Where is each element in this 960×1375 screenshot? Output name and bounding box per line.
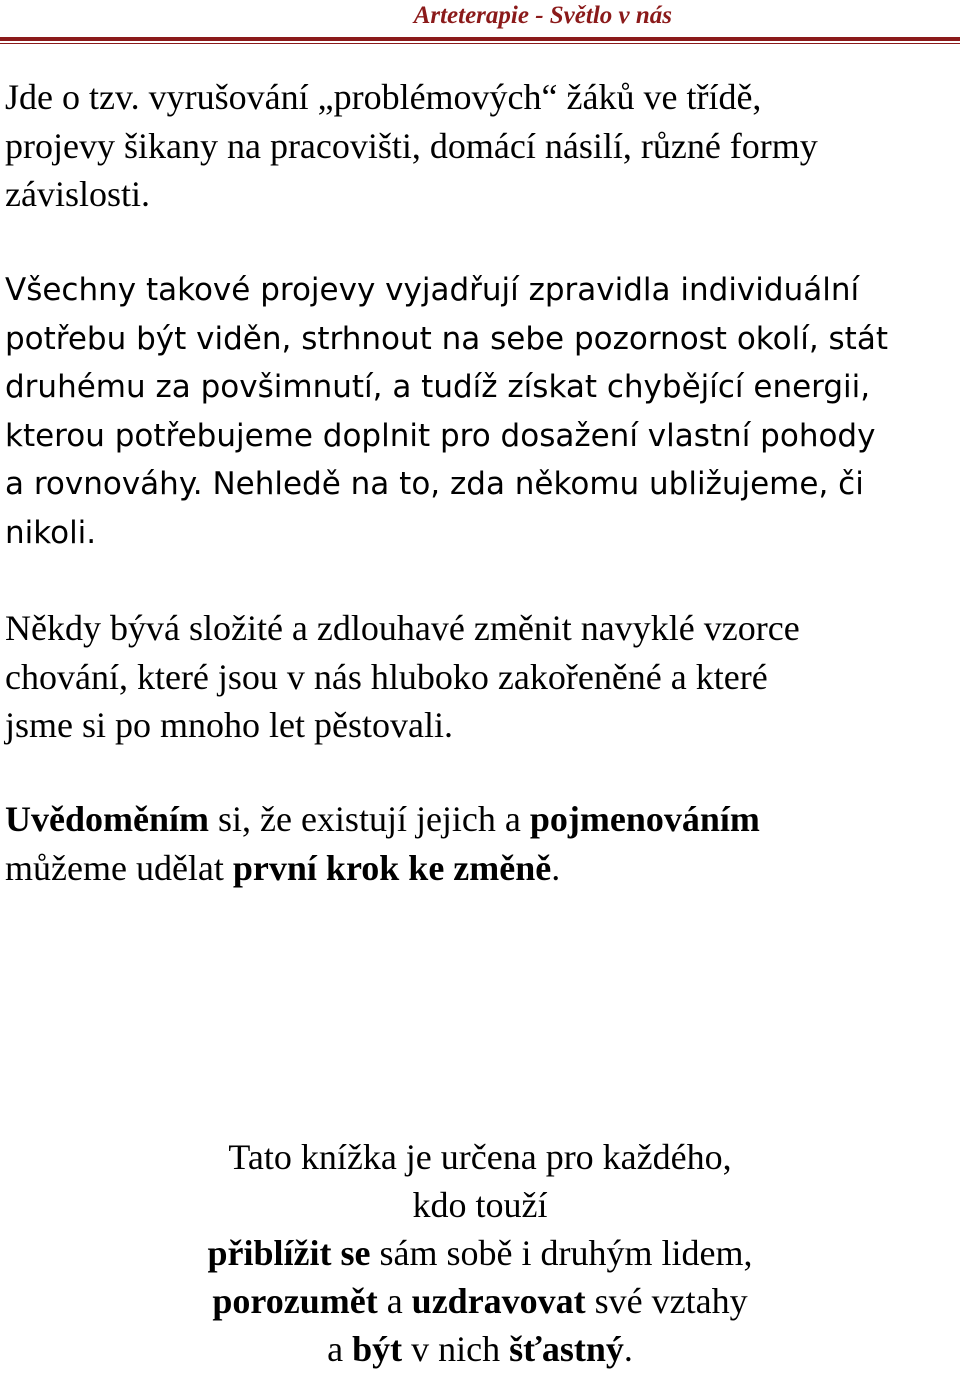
- dedication-text-4a: a: [377, 1281, 412, 1321]
- paragraph-2-line-3: druhému za povšimnutí, a tudíž získat chybějící energii,: [5, 369, 871, 405]
- paragraph-2-line-5: a rovnováhy. Nehledě na to, zda někomu ubližujeme, či: [5, 466, 864, 502]
- page-header: [0, 0, 960, 44]
- paragraph-4-text-3: .: [551, 847, 561, 888]
- paragraph-4-text-1: si, že existují jejich a: [208, 799, 530, 839]
- dedication-text-5c: .: [623, 1329, 633, 1369]
- dedication-line-4: [0, 1277, 960, 1325]
- paragraph-3-line-1: Někdy bývá složité a zdlouhavé změnit navyklé vzorce: [5, 608, 800, 648]
- paragraph-1: [5, 73, 960, 219]
- header-rule-thin: [0, 43, 960, 44]
- paragraph-2: [5, 266, 960, 557]
- header-title: Arteterapie - Světlo v nás: [413, 2, 672, 29]
- emphasis-happy: šťastný: [509, 1329, 624, 1369]
- paragraph-1-line-3: závislosti.: [5, 174, 150, 214]
- emphasis-first-step: první krok ke změně: [232, 847, 552, 888]
- paragraph-2-line-1: Všechny takové projevy vyjadřují zpravidla individuální: [5, 272, 860, 308]
- paragraph-3-line-2: chování, které jsou v nás hluboko zakořeněné a které: [5, 656, 768, 697]
- paragraph-2-line-6: nikoli.: [5, 514, 97, 551]
- emphasis-approach: přiblížit se: [207, 1233, 371, 1273]
- dedication-text-5a: a: [327, 1329, 353, 1369]
- paragraph-1-line-1: Jde o tzv. vyrušování „problémových“ žáků ve třídě,: [5, 77, 762, 117]
- emphasis-understand: porozumět: [212, 1281, 378, 1321]
- emphasis-awareness: Uvědoměním: [5, 799, 209, 839]
- dedication-line-2: kdo touží: [412, 1185, 548, 1225]
- dedication-line-1: Tato knížka je určena pro každého,: [228, 1137, 732, 1177]
- paragraph-4-text-2: můžeme udělat: [5, 847, 233, 888]
- dedication-text-4b: své vztahy: [585, 1281, 748, 1321]
- paragraph-1-line-2: projevy šikany na pracovišti, domácí násilí, různé formy: [5, 125, 818, 166]
- emphasis-naming: pojmenováním: [529, 799, 760, 839]
- paragraph-2-line-2: potřebu být viděn, strhnout na sebe pozornost okolí, stát: [5, 320, 888, 357]
- emphasis-be: být: [352, 1329, 403, 1369]
- paragraph-3: [5, 604, 960, 750]
- header-rule-thick: [0, 37, 960, 41]
- dedication-text-5b: v nich: [402, 1329, 510, 1369]
- dedication-block: [0, 1133, 960, 1373]
- dedication-line-5: [0, 1325, 960, 1373]
- paragraph-3-line-3: jsme si po mnoho let pěstovali.: [5, 705, 453, 745]
- paragraph-4-line-1: [5, 795, 960, 844]
- dedication-line-3: [0, 1229, 960, 1277]
- paragraph-2-line-4: kterou potřebujeme doplnit pro dosažení vlastní pohody: [5, 417, 876, 454]
- paragraph-4: [5, 795, 960, 892]
- dedication-text-3: sám sobě i druhým lidem,: [370, 1233, 753, 1273]
- emphasis-heal: uzdravovat: [411, 1281, 586, 1321]
- paragraph-4-line-2: [5, 844, 960, 893]
